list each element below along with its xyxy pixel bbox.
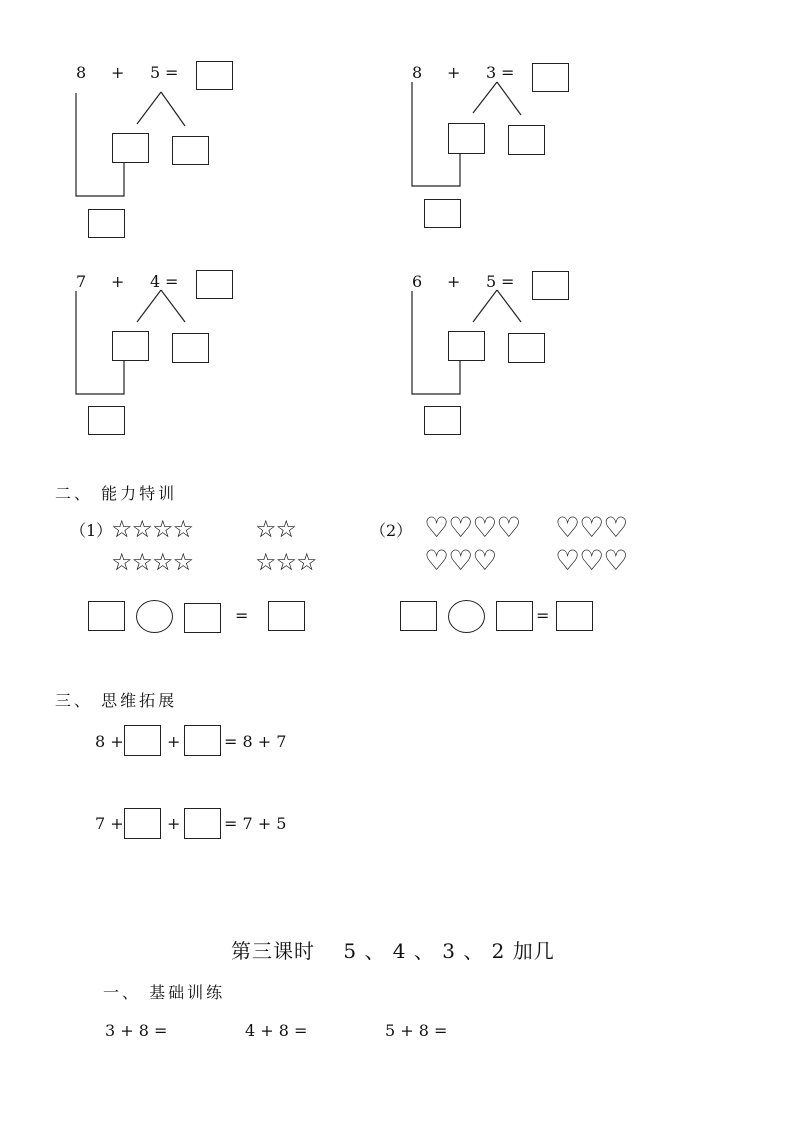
row-lead: 8 + xyxy=(95,732,124,751)
ten-box[interactable] xyxy=(424,406,461,435)
equals-sign: = xyxy=(165,272,179,291)
split-box-left[interactable] xyxy=(112,331,149,361)
equals-sign: = xyxy=(235,606,249,625)
split-box-left[interactable] xyxy=(112,133,149,163)
addend-a: 7 xyxy=(76,272,87,291)
equals-sign: = xyxy=(536,606,550,625)
blank-box-1[interactable] xyxy=(124,725,161,756)
equals-sign: = xyxy=(501,63,515,82)
ten-box[interactable] xyxy=(88,209,125,238)
addend-b: 5 xyxy=(150,63,161,82)
blank-box-1[interactable] xyxy=(124,808,161,839)
addend-b: 4 xyxy=(150,272,161,291)
ten-box[interactable] xyxy=(88,406,125,435)
star-group-bottom-left: ☆☆☆☆ xyxy=(111,548,194,576)
heart-group-bottom-left: ♡♡♡ xyxy=(424,544,497,577)
split-box-right[interactable] xyxy=(172,136,209,165)
lesson-title: 第三课时 5 、 4 、 3 、 2 加几 xyxy=(231,939,555,963)
section-heading-basic-training: 一、 基础训练 xyxy=(103,983,226,1002)
section-heading-ability-training: 二、 能力特训 xyxy=(55,484,178,503)
result-box[interactable] xyxy=(556,601,593,631)
heart-group-bottom-right: ♡♡♡ xyxy=(555,544,628,577)
split-box-right[interactable] xyxy=(508,333,545,363)
part-2-label: （2） xyxy=(370,521,413,540)
part-1-label: （1） xyxy=(70,521,113,540)
row-tail: = 8 + 7 xyxy=(224,732,287,751)
heart-group-top-right: ♡♡♡ xyxy=(555,511,628,544)
row-mid: + xyxy=(167,814,181,833)
star-group-top-left: ☆☆☆☆ xyxy=(111,515,194,543)
row-lead: 7 + xyxy=(95,814,124,833)
plus-sign: + xyxy=(111,272,125,291)
section-heading-thinking-extension: 三、 思维拓展 xyxy=(55,691,178,710)
split-box-left[interactable] xyxy=(448,331,485,361)
exercise-1: 3 + 8 = xyxy=(105,1021,168,1040)
plus-sign: + xyxy=(111,63,125,82)
result-box[interactable] xyxy=(268,601,305,631)
split-box-right[interactable] xyxy=(172,333,209,363)
addend-a: 8 xyxy=(412,63,423,82)
exercise-2: 4 + 8 = xyxy=(245,1021,308,1040)
answer-box[interactable] xyxy=(196,270,233,299)
answer-box[interactable] xyxy=(196,61,233,90)
answer-box[interactable] xyxy=(532,63,569,92)
operator-circle[interactable] xyxy=(136,600,173,633)
operand-box-2[interactable] xyxy=(184,603,221,633)
star-group-top-right: ☆☆ xyxy=(255,515,297,543)
equals-sign: = xyxy=(501,272,515,291)
ten-box[interactable] xyxy=(424,199,461,228)
row-mid: + xyxy=(167,732,181,751)
blank-box-2[interactable] xyxy=(184,725,221,756)
heart-group-top-left: ♡♡♡♡ xyxy=(424,511,521,544)
answer-box[interactable] xyxy=(532,271,569,300)
operand-box-1[interactable] xyxy=(400,601,437,631)
addend-a: 6 xyxy=(412,272,423,291)
operand-box-2[interactable] xyxy=(496,601,533,631)
plus-sign: + xyxy=(447,272,461,291)
addend-b: 3 xyxy=(486,63,497,82)
exercise-3: 5 + 8 = xyxy=(385,1021,448,1040)
split-box-left[interactable] xyxy=(448,123,485,154)
operand-box-1[interactable] xyxy=(88,601,125,631)
addend-b: 5 xyxy=(486,272,497,291)
row-tail: = 7 + 5 xyxy=(224,814,287,833)
split-box-right[interactable] xyxy=(508,125,545,155)
star-group-bottom-right: ☆☆☆ xyxy=(255,548,317,576)
equals-sign: = xyxy=(165,63,179,82)
plus-sign: + xyxy=(447,63,461,82)
operator-circle[interactable] xyxy=(448,600,485,633)
addend-a: 8 xyxy=(76,63,87,82)
blank-box-2[interactable] xyxy=(184,808,221,839)
